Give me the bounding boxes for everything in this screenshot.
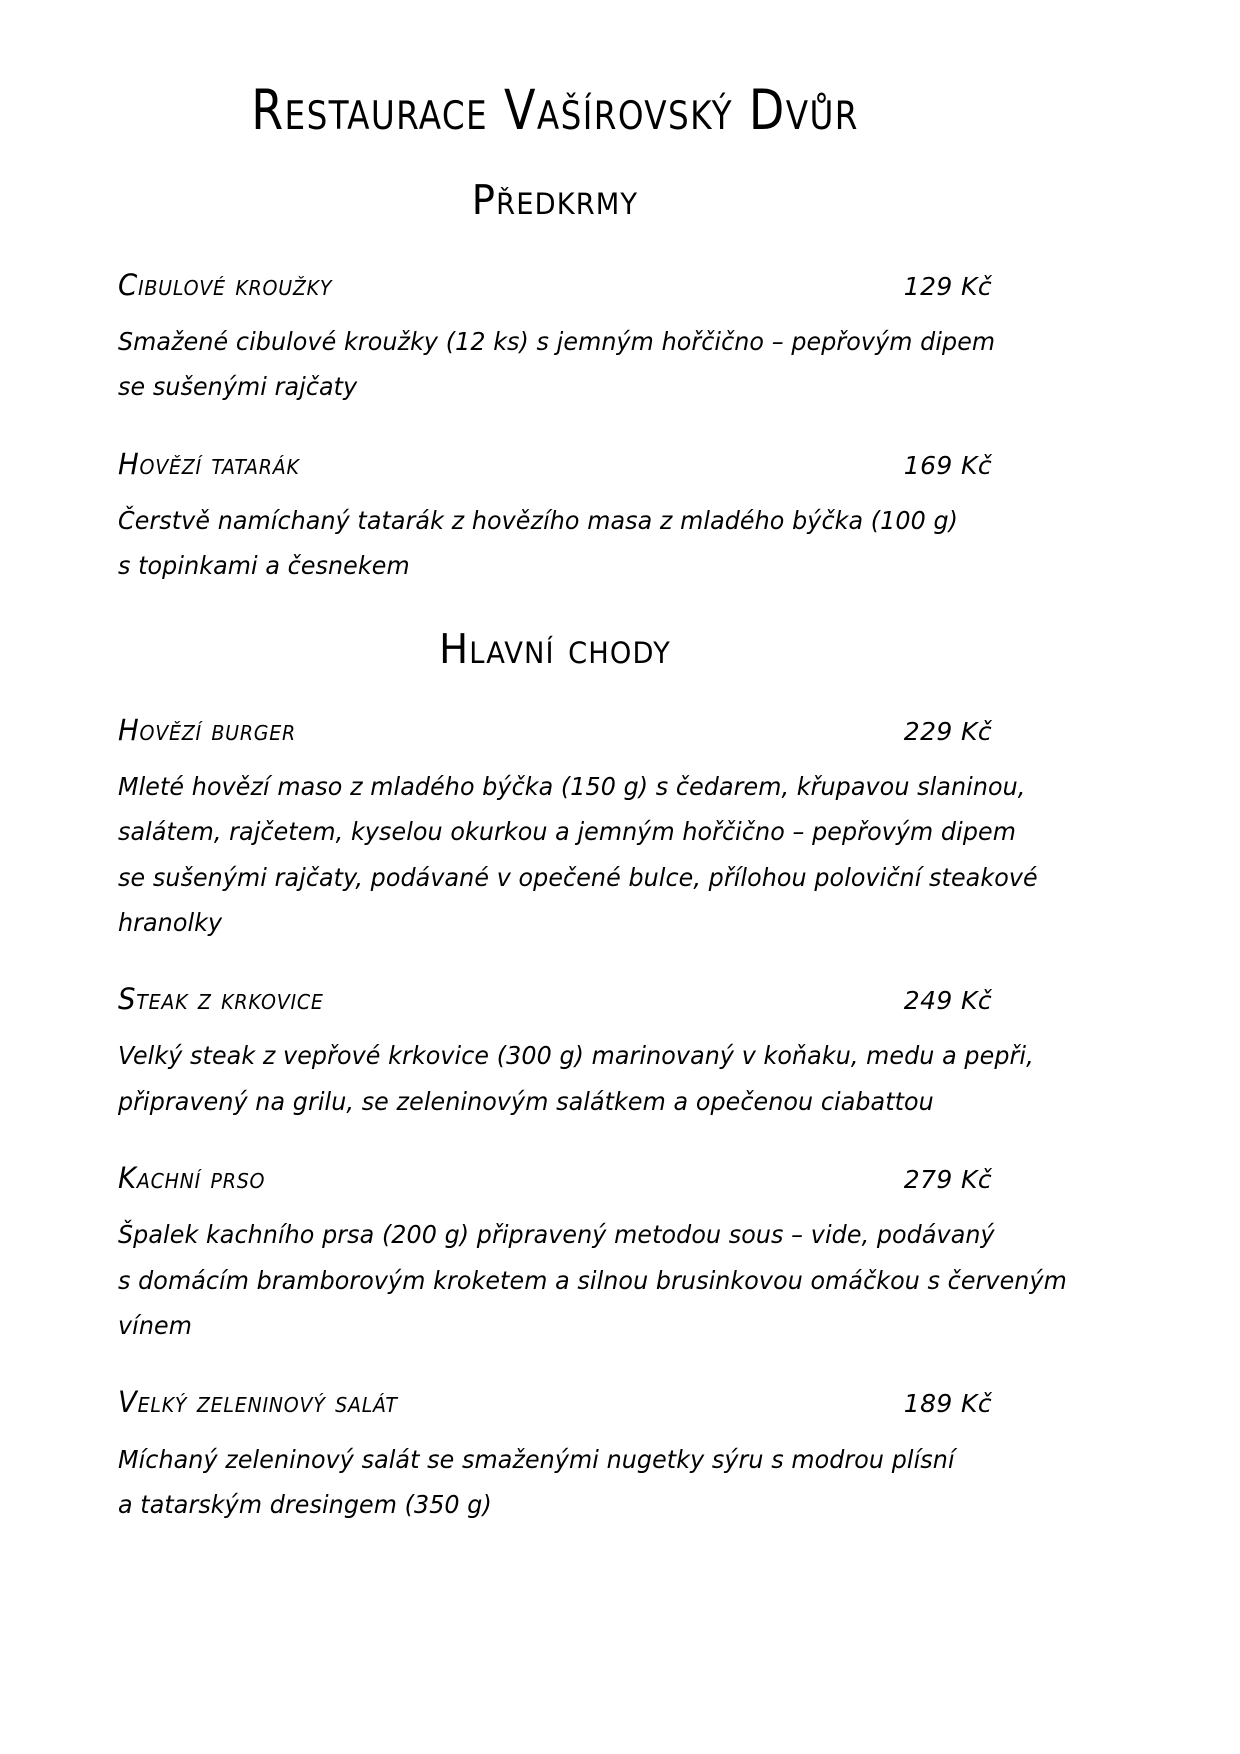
description-line: připravený na grilu, se zeleninovým salátkem a opečenou ciabattou xyxy=(118,1086,934,1116)
menu-item-price: 129 Kč xyxy=(903,271,992,301)
description-line: se sušenými rajčaty xyxy=(118,372,358,402)
menu-item-header xyxy=(118,1160,992,1196)
menu-content xyxy=(118,0,1067,1527)
menu-item-description xyxy=(118,1033,1034,1124)
menu-item-description xyxy=(118,1212,1067,1348)
menu-item-price: 249 Kč xyxy=(903,986,992,1016)
menu-item xyxy=(118,267,996,410)
menu-item-header xyxy=(118,712,992,748)
description-line: Smažené cibulové kroužky (12 ks) s jemným hořčično – pepřovým dipem xyxy=(118,327,996,357)
restaurant-title: Restaurace Vašírovský Dvůr xyxy=(251,78,859,142)
menu-item xyxy=(118,446,992,589)
menu-item-name: Kachní prso xyxy=(118,1161,266,1196)
description-line: se sušenými rajčaty, podávané v opečené bulce, přílohou poloviční steakové xyxy=(118,862,1038,892)
menu-item-name: Velký zeleninový salát xyxy=(118,1385,398,1420)
menu-item-description xyxy=(118,1437,992,1528)
menu-section-starters xyxy=(118,140,996,589)
description-line: a tatarským dresingem (350 g) xyxy=(118,1489,492,1519)
description-line: Míchaný zeleninový salát se smaženými nugetky sýru s modrou plísní xyxy=(118,1444,955,1474)
section-heading-mains: Hlavní chody xyxy=(439,624,671,673)
menu-item-header xyxy=(118,1384,992,1420)
starters-item-list xyxy=(118,267,996,589)
menu-item-header xyxy=(118,267,992,303)
menu-item-price: 189 Kč xyxy=(903,1389,992,1419)
menu-section-mains xyxy=(118,589,1067,1528)
description-line: Čerstvě namíchaný tatarák z hovězího masa z mladého býčka (100 g) xyxy=(118,505,959,535)
description-line: Špalek kachního prsa (200 g) připravený metodou sous – vide, podávaný xyxy=(118,1220,995,1250)
menu-item-price: 229 Kč xyxy=(903,716,992,746)
menu-item xyxy=(118,712,1038,946)
description-line: Mleté hovězí maso z mladého býčka (150 g) s čedarem, křupavou slaninou, xyxy=(118,771,1026,801)
menu-item-header xyxy=(118,981,992,1017)
menu-item xyxy=(118,1160,1067,1348)
menu-item xyxy=(118,981,1034,1124)
description-line: hranolky xyxy=(118,907,223,937)
menu-item xyxy=(118,1384,992,1527)
description-line: salátem, rajčetem, kyselou okurkou a jemným hořčično – pepřovým dipem xyxy=(118,817,1016,847)
menu-item-description xyxy=(118,764,1038,945)
menu-item-price: 279 Kč xyxy=(903,1165,992,1195)
menu-item-description xyxy=(118,319,996,410)
menu-item-price: 169 Kč xyxy=(903,450,992,480)
menu-item-name: Cibulové kroužky xyxy=(118,267,333,302)
menu-item-name: Hovězí tatarák xyxy=(118,446,300,481)
menu-item-description xyxy=(118,498,992,589)
description-line: Velký steak z vepřové krkovice (300 g) marinovaný v koňaku, medu a pepři, xyxy=(118,1041,1034,1071)
section-heading-starters: Předkrmy xyxy=(471,175,639,224)
description-line: s topinkami a česnekem xyxy=(118,551,410,581)
menu-item-header xyxy=(118,446,992,482)
menu-item-name: Hovězí burger xyxy=(118,712,297,747)
description-line: s domácím bramborovým kroketem a silnou brusinkovou omáčkou s červeným xyxy=(118,1265,1067,1295)
menu-item-name: Steak z krkovice xyxy=(118,982,324,1017)
description-line: vínem xyxy=(118,1310,192,1340)
mains-item-list xyxy=(118,712,1067,1527)
